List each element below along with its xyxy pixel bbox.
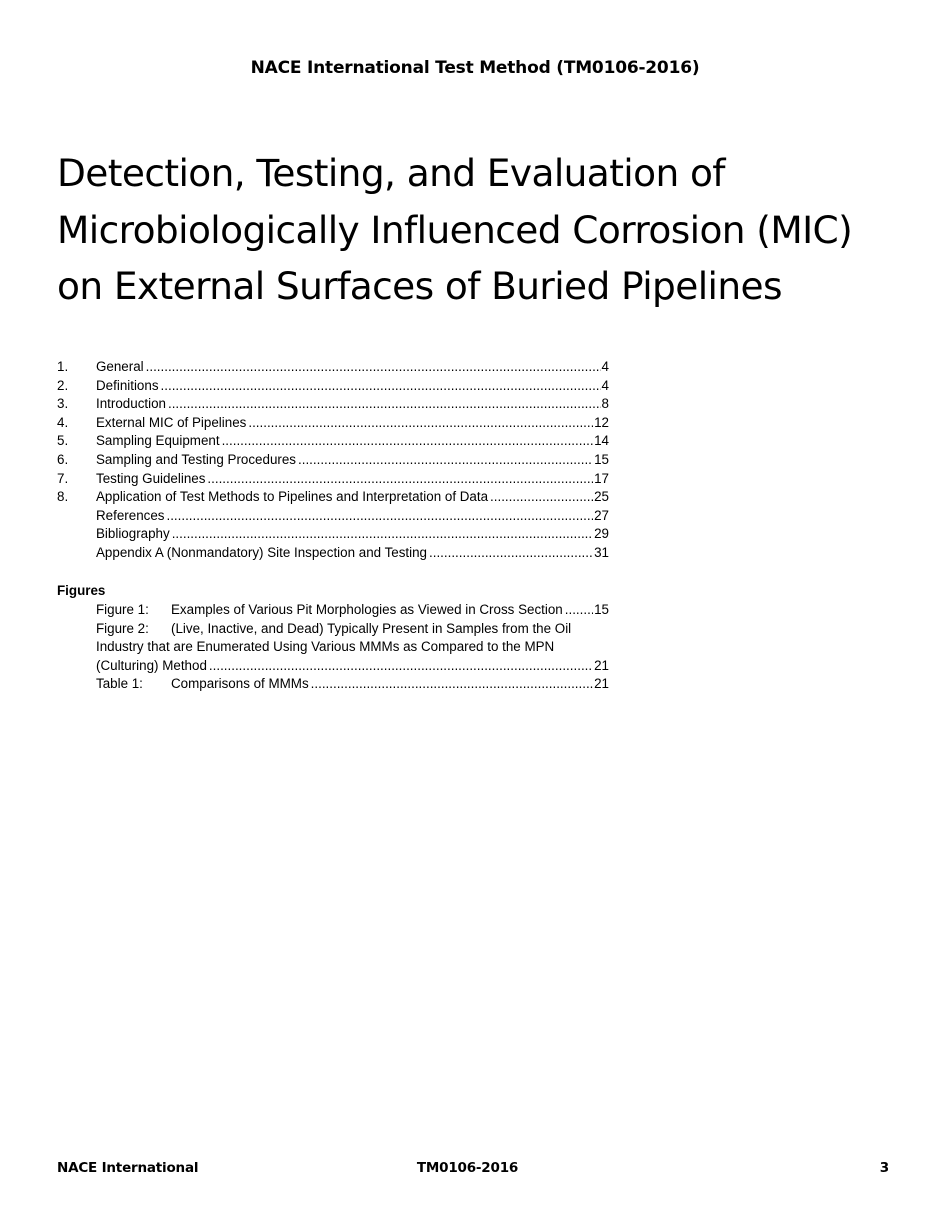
toc-title: Application of Test Methods to Pipelines and Interpretation of Data (96, 489, 489, 505)
table-entry-1[interactable] (96, 675, 609, 694)
toc-title: Testing Guidelines (96, 470, 206, 486)
figures-heading: Figures (57, 583, 106, 598)
toc-title: Sampling and Testing Procedures (96, 451, 296, 467)
toc-page: 4 (601, 359, 609, 374)
toc-entry-external-mic[interactable] (57, 414, 609, 433)
figure-label: Figure 1: (96, 602, 149, 617)
toc-title: Bibliography (96, 526, 170, 542)
toc-leader (161, 377, 601, 396)
toc-number: 2. (57, 377, 69, 393)
toc-entry-testing-guidelines[interactable] (57, 470, 609, 489)
toc-entry-sampling-equipment[interactable] (57, 432, 609, 451)
toc-page: 31 (594, 544, 609, 560)
toc-leader (146, 358, 601, 377)
toc-title: External MIC of Pipelines (96, 414, 247, 430)
toc-page: 25 (594, 489, 609, 505)
toc-number: 3. (57, 396, 69, 412)
toc-leader (172, 525, 593, 544)
toc-entry-sampling-testing[interactable] (57, 451, 609, 470)
figure-label: Figure 2: (96, 620, 149, 636)
toc-leader (429, 544, 593, 563)
figure-entry-2[interactable] (96, 620, 609, 639)
title-line: on External Surfaces of Buried Pipelines (57, 264, 782, 308)
toc-number: 7. (57, 470, 69, 486)
toc-entry-general[interactable] (57, 358, 609, 377)
toc-leader (222, 432, 594, 451)
table-of-contents (57, 358, 609, 563)
toc-page: 29 (594, 526, 609, 542)
toc-entry-bibliography[interactable] (57, 525, 609, 544)
list-of-figures (96, 601, 609, 694)
toc-leader (248, 414, 593, 433)
toc-entry-appendix-a[interactable] (57, 544, 609, 563)
toc-page: 4 (601, 377, 609, 393)
toc-entry-application[interactable] (57, 488, 609, 507)
footer-standard-id: TM0106-2016 (416, 1160, 519, 1176)
figure-title: Examples of Various Pit Morphologies as Viewed in Cross Section (171, 602, 563, 617)
toc-leader (207, 470, 593, 489)
toc-leader (209, 657, 593, 676)
toc-leader (490, 488, 593, 507)
toc-entry-introduction[interactable] (57, 395, 609, 414)
toc-title: General (96, 359, 144, 374)
title-line: Detection, Testing, and Evaluation of (57, 151, 725, 195)
figure-title-line: (Live, Inactive, and Dead) Typically Present in Samples from the Oil (171, 620, 572, 636)
table-page: 21 (594, 676, 609, 692)
toc-page: 15 (594, 451, 609, 467)
figure-page: 21 (594, 657, 609, 673)
footer-page-number: 3 (879, 1160, 889, 1176)
toc-number: 6. (57, 451, 69, 467)
toc-leader (166, 507, 593, 526)
title-line: Microbiologically Influenced Corrosion (MIC) (57, 207, 853, 252)
toc-entry-references[interactable] (57, 507, 609, 526)
toc-title: Appendix A (Nonmandatory) Site Inspection and Testing (96, 544, 428, 560)
toc-number: 8. (57, 489, 69, 505)
toc-page: 8 (601, 396, 609, 412)
figure-title-line[interactable]: Industry that are Enumerated Using Various MMMs as Compared to the MPN (96, 639, 555, 655)
toc-page: 17 (594, 470, 609, 486)
figure-entry-2-end[interactable] (96, 657, 609, 676)
toc-leader (168, 395, 601, 414)
toc-entry-definitions[interactable] (57, 377, 609, 396)
toc-title: Introduction (96, 396, 166, 412)
table-label: Table 1: (96, 676, 143, 692)
toc-title: Sampling Equipment (96, 433, 220, 449)
toc-page: 27 (594, 507, 609, 523)
toc-number: 1. (57, 359, 69, 374)
toc-leader (298, 451, 593, 470)
toc-number: 5. (57, 433, 69, 449)
running-header: NACE International Test Method (TM0106-2016) (250, 58, 700, 78)
toc-title: Definitions (96, 377, 159, 393)
toc-leader (565, 601, 593, 620)
document-title (57, 145, 917, 315)
toc-page: 14 (594, 433, 609, 449)
toc-number: 4. (57, 414, 69, 430)
table-title: Comparisons of MMMs (171, 676, 309, 692)
figure-page: 15 (594, 602, 609, 617)
footer-organization: NACE International (57, 1160, 199, 1176)
toc-page: 12 (594, 414, 609, 430)
toc-title: References (96, 507, 165, 523)
toc-leader (311, 675, 593, 694)
figure-title-line: (Culturing) Method (96, 657, 207, 673)
figure-entry-1[interactable] (96, 601, 609, 620)
